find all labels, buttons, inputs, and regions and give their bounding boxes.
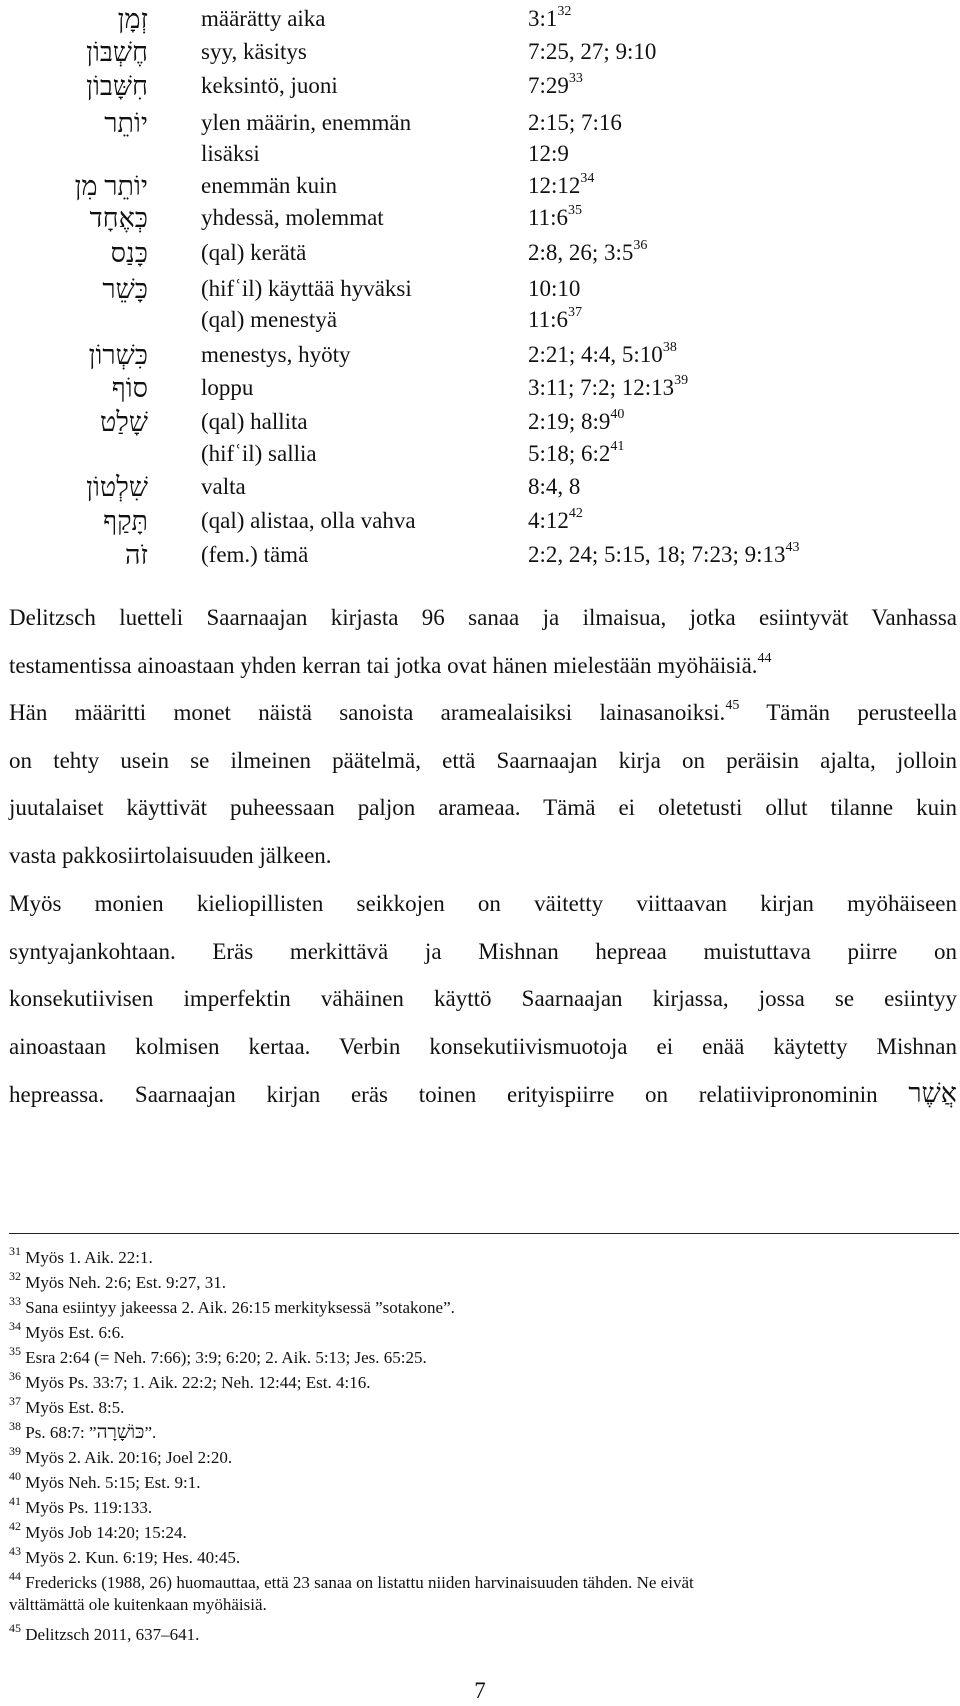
vocab-reference: 3:11; 7:2; $12:13^{39}$	[528, 373, 689, 400]
footnote-number: 32	[9, 1269, 21, 1284]
vocab-hebrew: תָּקַף	[103, 506, 148, 536]
vocab-gloss: (qal) kerätä	[201, 240, 307, 265]
footnote-number: 40	[9, 1469, 21, 1484]
page-number: 7	[474, 1678, 486, 1703]
footnote-ref: 42	[568, 506, 583, 522]
footnote-ref: 44	[757, 650, 772, 666]
footnote: $^{38}$ Ps. 68:7: ”כּוֹשָׁרָה”.	[9, 1419, 157, 1443]
vocab-gloss: lisäksi	[201, 141, 260, 166]
footnote: $^{41}$ Myös Ps. 119:133.	[9, 1494, 153, 1517]
paragraph-line: Myös monien kieliopillisten seikkojen on väitetty viittaavan kirjan myöhäiseen	[9, 891, 957, 916]
vocab-hebrew: זֹה	[124, 540, 148, 570]
paragraph-line: juutalaiset käyttivät puheessaan paljon arameaa. Tämä ei oletetusti ollut tilanne kuin	[9, 795, 957, 820]
footnote: $^{36}$ Myös Ps. 33:7; 1. Aik. 22:2; Neh. 12:44; Est. 4:16.	[9, 1369, 371, 1392]
footnote: $^{43}$ Myös 2. Kun. 6:19; Hes. 40:45.	[9, 1544, 241, 1567]
footnote-ref: 45	[725, 698, 740, 714]
vocab-reference: 7:25, 27; 9:10	[528, 39, 657, 64]
vocab-reference: $11:6^{35}$	[528, 203, 583, 230]
vocab-reference: 5:18; $6:2^{41}$	[528, 439, 625, 466]
vocab-gloss: (qal) hallita	[201, 409, 308, 434]
vocab-gloss: (fem.) tämä	[201, 542, 309, 567]
vocab-gloss: yhdessä, molemmat	[201, 205, 384, 230]
footnote: $^{37}$ Myös Est. 8:5.	[9, 1394, 125, 1417]
vocab-gloss: (qal) alistaa, olla vahva	[201, 508, 416, 533]
footnote-number: 41	[9, 1494, 21, 1509]
vocab-reference: $4:12^{42}$	[528, 506, 583, 533]
vocab-gloss: menestys, hyöty	[201, 342, 351, 367]
footnote-ref: 32	[557, 4, 572, 20]
vocab-reference: 2:2, 24; 5:15, 18; 7:23; $9:13^{43}$	[528, 540, 800, 567]
vocab-hebrew: יוֹתֵר	[104, 108, 148, 138]
footnote: $^{33}$ Sana esiintyy jakeessa 2. Aik. 26:15 merkityksessä ”sotakone”.	[9, 1294, 455, 1317]
footnote-number: 31	[9, 1244, 21, 1259]
footnote: $^{44}$ Fredericks (1988, 26) huomauttaa, että 23 sanaa on listattu niiden harvinaisuuden tähden. Ne eivät välttämättä ole kuitenkaan myöhäisiä.	[9, 1569, 694, 1614]
vocab-gloss: loppu	[201, 375, 254, 400]
footnote-ref: 41	[610, 439, 625, 455]
vocab-hebrew: שָׁלַט	[99, 407, 148, 437]
vocab-hebrew: שִׁלְטוֹן	[86, 472, 148, 502]
paragraph-2	[9, 880, 957, 1119]
vocab-hebrew: כִּשְׁרוֹן	[88, 340, 148, 370]
footnote-ref: 40	[610, 407, 625, 423]
vocab-gloss: valta	[201, 474, 246, 499]
paragraph-line: vasta pakkosiirtolaisuuden jälkeen.	[9, 842, 332, 868]
paragraph-line: Delitzsch luetteli Saarnaajan kirjasta 96 sanaa ja ilmaisua, jotka esiintyvät Vanhassa	[9, 605, 957, 630]
footnote-ref: 34	[580, 171, 595, 187]
paragraph-line: Hän määritti monet näistä sanoista aramealaisiksi lainasanoiksi.$^{45}$ Tämän perusteella	[9, 698, 957, 725]
footnote-number: 38	[9, 1419, 21, 1434]
footnote: $^{40}$ Myös Neh. 5:15; Est. 9:1.	[9, 1469, 201, 1492]
footnote-number: 33	[9, 1294, 21, 1309]
vocab-reference: 10:10	[528, 276, 581, 301]
footnote-number: 45	[9, 1621, 21, 1636]
footnote-ref: 38	[662, 340, 677, 356]
footnote: $^{32}$ Myös Neh. 2:6; Est. 9:27, 31.	[9, 1269, 226, 1292]
footnote-number: 34	[9, 1319, 21, 1334]
vocab-reference: 2:19; $8:9^{40}$	[528, 407, 625, 434]
vocab-hebrew: חִשָּׁבוֹן	[86, 71, 148, 101]
vocab-hebrew: כָּשֵׁר	[102, 274, 148, 304]
footnote-number: 35	[9, 1344, 21, 1359]
paragraph-line: on tehty usein se ilmeinen päätelmä, että Saarnaajan kirja on peräisin ajalta, jolloin	[9, 747, 957, 773]
hebrew-word: אֲשֶׁר	[908, 1078, 958, 1108]
footnote: $^{39}$ Myös 2. Aik. 20:16; Joel 2:20.	[9, 1444, 233, 1467]
vocab-reference: 2:21; 4:4, $5:10^{38}$	[528, 340, 677, 367]
footnote: $^{34}$ Myös Est. 6:6.	[9, 1319, 125, 1342]
footnote: $^{42}$ Myös Job 14:20; 15:24.	[9, 1519, 187, 1542]
paragraph-line: hepreassa. Saarnaajan kirjan eräs toinen erityispiirre on relatiivipronominin אֲשֶׁר	[9, 1078, 958, 1108]
vocab-reference: 2:15; 7:16	[528, 110, 622, 135]
vocab-reference: 12:9	[528, 141, 569, 166]
hebrew-word: כּוֹשָׁרָה	[96, 1422, 145, 1443]
footnote-number: 42	[9, 1519, 21, 1534]
vocab-reference: $11:6^{37}$	[528, 305, 583, 332]
footnote-ref: 33	[568, 71, 583, 87]
footnote-divider	[9, 1233, 959, 1234]
footnote: $^{31}$ Myös 1. Aik. 22:1.	[9, 1244, 153, 1267]
footnote-number: 37	[9, 1394, 21, 1409]
vocab-gloss: syy, käsitys	[201, 39, 307, 64]
paragraph-line: syntyajankohtaan. Eräs merkittävä ja Mishnan hepreaa muistuttava piirre on	[9, 938, 957, 964]
vocab-reference: 8:4, 8	[528, 474, 581, 499]
footnote-ref: 39	[674, 373, 689, 389]
vocab-reference: 2:8, 26; $3:5^{36}$	[528, 238, 648, 265]
footnote: $^{45}$ Delitzsch 2011, 637–641.	[9, 1621, 200, 1644]
vocab-gloss: (hifʿil) käyttää hyväksi	[201, 276, 412, 301]
vocab-gloss: ylen määrin, enemmän	[201, 110, 412, 135]
vocab-hebrew: זְמָן	[117, 4, 148, 34]
vocab-hebrew: יוֹתֵר מִן	[74, 171, 148, 201]
footnote: $^{35}$ Esra 2:64 (= Neh. 7:66); 3:9; 6:20; 2. Aik. 5:13; Jes. 65:25.	[9, 1344, 427, 1367]
vocab-gloss: määrätty aika	[201, 6, 326, 31]
paragraph-1	[9, 594, 957, 879]
vocab-gloss: (hifʿil) sallia	[201, 441, 317, 466]
vocab-hebrew: כָּנַס	[110, 238, 148, 268]
footnote-ref: 35	[568, 203, 583, 219]
vocab-hebrew: כְּאֶחָד	[89, 203, 148, 233]
vocab-gloss: keksintö, juoni	[201, 73, 338, 98]
vocab-reference: $7:29^{33}$	[528, 71, 583, 98]
footnote-ref: 37	[568, 305, 583, 321]
vocab-reference: $3:1^{32}$	[528, 4, 572, 31]
vocab-reference: $12:12^{34}$	[528, 171, 595, 198]
footnote-number: 43	[9, 1544, 21, 1559]
footnote-ref: 36	[633, 238, 648, 254]
paragraph-line: testamentissa ainoastaan yhden kerran tai jotka ovat hänen mielestään myöhäisiä.$^{44}$	[9, 650, 772, 678]
vocab-hebrew: סוֹף	[111, 373, 148, 403]
paragraph-line: ainoastaan kolmisen kertaa. Verbin konsekutiivismuotoja ei enää käytetty Mishnan	[9, 1033, 957, 1059]
vocab-gloss: enemmän kuin	[201, 173, 338, 198]
vocab-gloss: (qal) menestyä	[201, 307, 338, 332]
footnote-number: 44	[9, 1569, 21, 1584]
footnote-number: 39	[9, 1444, 21, 1459]
paragraph-line: konsekutiivisen imperfektin vähäinen käyttö Saarnaajan kirjassa, jossa se esiintyy	[9, 986, 957, 1011]
footnote-number: 36	[9, 1369, 21, 1384]
footnote-ref: 43	[785, 540, 800, 556]
vocab-hebrew: חֶשְׁבּוֹן	[86, 37, 148, 67]
